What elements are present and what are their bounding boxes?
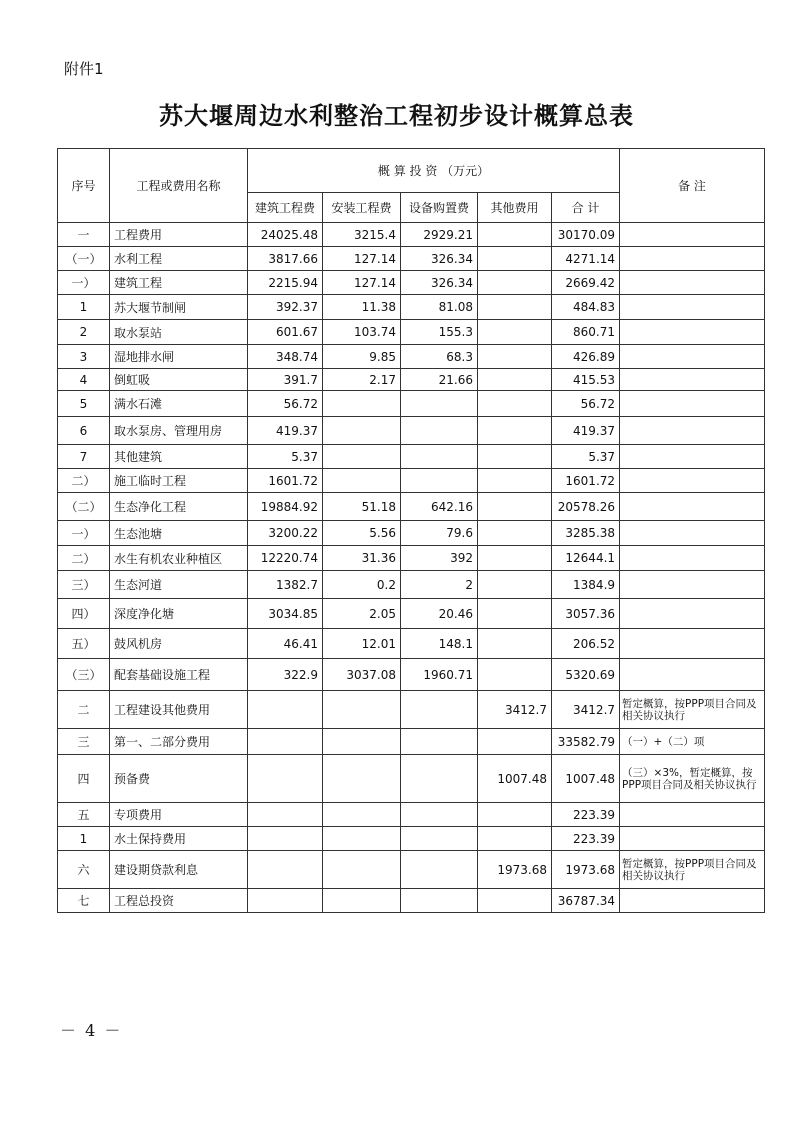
table-row xyxy=(58,521,765,546)
cell-install: 103.74 xyxy=(323,320,401,345)
cell-equip: 326.34 xyxy=(401,271,478,295)
table-row xyxy=(58,571,765,599)
cell-total: 5320.69 xyxy=(552,659,620,691)
table-row xyxy=(58,659,765,691)
cell-other xyxy=(478,827,552,851)
cell-other xyxy=(478,247,552,271)
cell-other xyxy=(478,803,552,827)
cell-install: 2.17 xyxy=(323,369,401,391)
cell-install: 31.36 xyxy=(323,546,401,571)
cell-equip: 326.34 xyxy=(401,247,478,271)
cell-install xyxy=(323,755,401,803)
cell-seq: 一） xyxy=(58,271,110,295)
cell-build: 391.7 xyxy=(248,369,323,391)
cell-equip xyxy=(401,851,478,889)
cell-name: 第一、二部分费用 xyxy=(110,729,248,755)
cell-equip: 20.46 xyxy=(401,599,478,629)
table-row xyxy=(58,803,765,827)
cell-other xyxy=(478,571,552,599)
table-row xyxy=(58,691,765,729)
table-row xyxy=(58,345,765,369)
table-header xyxy=(58,149,765,223)
cell-install: 5.56 xyxy=(323,521,401,546)
cell-total: 56.72 xyxy=(552,391,620,417)
cell-other xyxy=(478,889,552,913)
cell-other xyxy=(478,546,552,571)
cell-seq: 一） xyxy=(58,521,110,546)
table-row xyxy=(58,889,765,913)
cell-note xyxy=(620,345,765,369)
cell-install xyxy=(323,469,401,493)
cell-seq: 7 xyxy=(58,445,110,469)
cell-seq: 1 xyxy=(58,827,110,851)
cell-other xyxy=(478,729,552,755)
attachment-label: 附件1 xyxy=(64,60,104,78)
table-row xyxy=(58,391,765,417)
cell-name: 建设期贷款利息 xyxy=(110,851,248,889)
cell-install xyxy=(323,691,401,729)
cell-build: 56.72 xyxy=(248,391,323,417)
cell-equip: 155.3 xyxy=(401,320,478,345)
cell-note xyxy=(620,469,765,493)
cell-other xyxy=(478,417,552,445)
cell-note xyxy=(620,295,765,320)
cell-name: 预备费 xyxy=(110,755,248,803)
cell-equip xyxy=(401,469,478,493)
cell-total: 3285.38 xyxy=(552,521,620,546)
cell-seq: 五 xyxy=(58,803,110,827)
cell-seq: 3 xyxy=(58,345,110,369)
cell-name: 水生有机农业种植区 xyxy=(110,546,248,571)
cell-build xyxy=(248,851,323,889)
cell-build xyxy=(248,729,323,755)
cell-install: 3037.08 xyxy=(323,659,401,691)
cell-equip xyxy=(401,889,478,913)
cell-total: 36787.34 xyxy=(552,889,620,913)
cell-build: 392.37 xyxy=(248,295,323,320)
cell-seq: 四 xyxy=(58,755,110,803)
cell-other xyxy=(478,659,552,691)
cell-install xyxy=(323,729,401,755)
cell-note xyxy=(620,803,765,827)
table-row xyxy=(58,320,765,345)
table-row xyxy=(58,827,765,851)
cell-build xyxy=(248,691,323,729)
cell-total: 1007.48 xyxy=(552,755,620,803)
cell-name: 水土保持费用 xyxy=(110,827,248,851)
cell-other xyxy=(478,629,552,659)
cell-total: 206.52 xyxy=(552,629,620,659)
cell-note xyxy=(620,320,765,345)
table-row xyxy=(58,295,765,320)
cell-name: 取水泵站 xyxy=(110,320,248,345)
header-col-equip: 设备购置费 xyxy=(401,193,478,223)
cell-install: 3215.4 xyxy=(323,223,401,247)
cell-equip xyxy=(401,445,478,469)
cell-total: 5.37 xyxy=(552,445,620,469)
cell-name: 施工临时工程 xyxy=(110,469,248,493)
cell-seq: 二 xyxy=(58,691,110,729)
cell-seq: （一） xyxy=(58,247,110,271)
cell-equip xyxy=(401,691,478,729)
cell-build: 19884.92 xyxy=(248,493,323,521)
cell-note xyxy=(620,391,765,417)
cell-note xyxy=(620,521,765,546)
cell-other: 1007.48 xyxy=(478,755,552,803)
cell-build xyxy=(248,803,323,827)
cell-build: 46.41 xyxy=(248,629,323,659)
cell-note xyxy=(620,271,765,295)
header-col-total: 合 计 xyxy=(552,193,620,223)
table-row xyxy=(58,755,765,803)
cell-other xyxy=(478,469,552,493)
cell-name: 专项费用 xyxy=(110,803,248,827)
cell-seq: 一 xyxy=(58,223,110,247)
table-row xyxy=(58,469,765,493)
cell-install: 127.14 xyxy=(323,247,401,271)
cell-name: 生态池塘 xyxy=(110,521,248,546)
cell-total: 484.83 xyxy=(552,295,620,320)
cell-build xyxy=(248,755,323,803)
cell-other: 3412.7 xyxy=(478,691,552,729)
cell-equip xyxy=(401,755,478,803)
cell-total: 426.89 xyxy=(552,345,620,369)
cell-equip xyxy=(401,827,478,851)
cell-equip: 68.3 xyxy=(401,345,478,369)
cell-equip: 81.08 xyxy=(401,295,478,320)
budget-summary-table xyxy=(57,148,765,913)
cell-seq: 1 xyxy=(58,295,110,320)
table-row xyxy=(58,223,765,247)
cell-equip: 2 xyxy=(401,571,478,599)
cell-name: 工程总投资 xyxy=(110,889,248,913)
table-row xyxy=(58,271,765,295)
table-row xyxy=(58,247,765,271)
cell-name: 配套基础设施工程 xyxy=(110,659,248,691)
cell-seq: 七 xyxy=(58,889,110,913)
cell-note xyxy=(620,445,765,469)
cell-install: 9.85 xyxy=(323,345,401,369)
cell-total: 1601.72 xyxy=(552,469,620,493)
cell-seq: 二） xyxy=(58,469,110,493)
page-number: － 4 － xyxy=(60,1021,123,1040)
cell-note xyxy=(620,889,765,913)
cell-seq: （三） xyxy=(58,659,110,691)
cell-name: 生态河道 xyxy=(110,571,248,599)
cell-build: 24025.48 xyxy=(248,223,323,247)
cell-name: 建筑工程 xyxy=(110,271,248,295)
cell-total: 223.39 xyxy=(552,803,620,827)
cell-install: 11.38 xyxy=(323,295,401,320)
cell-total: 419.37 xyxy=(552,417,620,445)
table-row xyxy=(58,445,765,469)
cell-name: 水利工程 xyxy=(110,247,248,271)
cell-install xyxy=(323,827,401,851)
cell-equip: 642.16 xyxy=(401,493,478,521)
table-row xyxy=(58,729,765,755)
cell-seq: 四） xyxy=(58,599,110,629)
cell-other xyxy=(478,223,552,247)
table-row xyxy=(58,369,765,391)
cell-equip: 2929.21 xyxy=(401,223,478,247)
cell-note: 暂定概算，按PPP项目合同及相关协议执行 xyxy=(620,851,765,889)
cell-build: 2215.94 xyxy=(248,271,323,295)
cell-seq: 三 xyxy=(58,729,110,755)
cell-seq: 4 xyxy=(58,369,110,391)
cell-other xyxy=(478,599,552,629)
cell-install xyxy=(323,803,401,827)
cell-install: 2.05 xyxy=(323,599,401,629)
cell-total: 860.71 xyxy=(552,320,620,345)
header-col-other: 其他费用 xyxy=(478,193,552,223)
cell-note xyxy=(620,247,765,271)
cell-note xyxy=(620,571,765,599)
table-row xyxy=(58,599,765,629)
cell-install: 51.18 xyxy=(323,493,401,521)
header-investment-group: 概 算 投 资 （万元） xyxy=(248,149,620,193)
table-row xyxy=(58,417,765,445)
cell-install: 0.2 xyxy=(323,571,401,599)
header-name: 工程或费用名称 xyxy=(110,149,248,223)
cell-install xyxy=(323,889,401,913)
cell-equip xyxy=(401,417,478,445)
cell-name: 工程建设其他费用 xyxy=(110,691,248,729)
cell-build: 348.74 xyxy=(248,345,323,369)
cell-name: 鼓风机房 xyxy=(110,629,248,659)
table-row xyxy=(58,629,765,659)
cell-note xyxy=(620,223,765,247)
cell-build: 322.9 xyxy=(248,659,323,691)
cell-note xyxy=(620,369,765,391)
cell-equip xyxy=(401,729,478,755)
document-title: 苏大堰周边水利整治工程初步设计概算总表 xyxy=(159,101,634,130)
header-seq: 序号 xyxy=(58,149,110,223)
table-row xyxy=(58,493,765,521)
cell-name: 湿地排水闸 xyxy=(110,345,248,369)
cell-total: 3412.7 xyxy=(552,691,620,729)
cell-note xyxy=(620,629,765,659)
cell-build xyxy=(248,827,323,851)
cell-note xyxy=(620,417,765,445)
cell-seq: 二） xyxy=(58,546,110,571)
cell-seq: 2 xyxy=(58,320,110,345)
cell-note xyxy=(620,493,765,521)
cell-build: 3200.22 xyxy=(248,521,323,546)
header-col-build: 建筑工程费 xyxy=(248,193,323,223)
header-col-install: 安装工程费 xyxy=(323,193,401,223)
cell-name: 其他建筑 xyxy=(110,445,248,469)
cell-total: 30170.09 xyxy=(552,223,620,247)
cell-other xyxy=(478,391,552,417)
cell-other xyxy=(478,493,552,521)
cell-seq: （二） xyxy=(58,493,110,521)
cell-equip: 21.66 xyxy=(401,369,478,391)
cell-other xyxy=(478,271,552,295)
cell-note xyxy=(620,599,765,629)
cell-name: 满水石滩 xyxy=(110,391,248,417)
cell-build: 419.37 xyxy=(248,417,323,445)
cell-install xyxy=(323,445,401,469)
cell-seq: 五） xyxy=(58,629,110,659)
cell-build: 5.37 xyxy=(248,445,323,469)
cell-name: 取水泵房、管理用房 xyxy=(110,417,248,445)
cell-equip: 79.6 xyxy=(401,521,478,546)
cell-total: 12644.1 xyxy=(552,546,620,571)
cell-equip: 392 xyxy=(401,546,478,571)
cell-other xyxy=(478,295,552,320)
cell-equip xyxy=(401,803,478,827)
cell-build: 12220.74 xyxy=(248,546,323,571)
cell-equip xyxy=(401,391,478,417)
cell-note xyxy=(620,659,765,691)
cell-total: 2669.42 xyxy=(552,271,620,295)
cell-note: （一）+（二）项 xyxy=(620,729,765,755)
cell-total: 4271.14 xyxy=(552,247,620,271)
cell-seq: 6 xyxy=(58,417,110,445)
cell-note: （三）×3%，暂定概算，按PPP项目合同及相关协议执行 xyxy=(620,755,765,803)
cell-total: 3057.36 xyxy=(552,599,620,629)
cell-total: 20578.26 xyxy=(552,493,620,521)
cell-other xyxy=(478,320,552,345)
cell-other xyxy=(478,445,552,469)
cell-other: 1973.68 xyxy=(478,851,552,889)
cell-name: 深度净化塘 xyxy=(110,599,248,629)
cell-total: 1973.68 xyxy=(552,851,620,889)
cell-name: 生态净化工程 xyxy=(110,493,248,521)
cell-equip: 1960.71 xyxy=(401,659,478,691)
cell-note xyxy=(620,827,765,851)
cell-seq: 三） xyxy=(58,571,110,599)
cell-seq: 5 xyxy=(58,391,110,417)
cell-install xyxy=(323,851,401,889)
cell-seq: 六 xyxy=(58,851,110,889)
cell-install: 12.01 xyxy=(323,629,401,659)
cell-build: 601.67 xyxy=(248,320,323,345)
cell-build: 3034.85 xyxy=(248,599,323,629)
cell-other xyxy=(478,345,552,369)
cell-install xyxy=(323,417,401,445)
cell-build xyxy=(248,889,323,913)
cell-build: 1382.7 xyxy=(248,571,323,599)
cell-name: 苏大堰节制闸 xyxy=(110,295,248,320)
cell-total: 223.39 xyxy=(552,827,620,851)
cell-install: 127.14 xyxy=(323,271,401,295)
cell-build: 1601.72 xyxy=(248,469,323,493)
cell-note xyxy=(620,546,765,571)
cell-name: 工程费用 xyxy=(110,223,248,247)
cell-note: 暂定概算，按PPP项目合同及相关协议执行 xyxy=(620,691,765,729)
table-row xyxy=(58,851,765,889)
cell-equip: 148.1 xyxy=(401,629,478,659)
cell-total: 33582.79 xyxy=(552,729,620,755)
table-body xyxy=(58,223,765,913)
cell-other xyxy=(478,369,552,391)
table-row xyxy=(58,546,765,571)
header-remarks: 备 注 xyxy=(620,149,765,223)
cell-build: 3817.66 xyxy=(248,247,323,271)
cell-total: 415.53 xyxy=(552,369,620,391)
cell-install xyxy=(323,391,401,417)
cell-total: 1384.9 xyxy=(552,571,620,599)
cell-name: 倒虹吸 xyxy=(110,369,248,391)
cell-other xyxy=(478,521,552,546)
